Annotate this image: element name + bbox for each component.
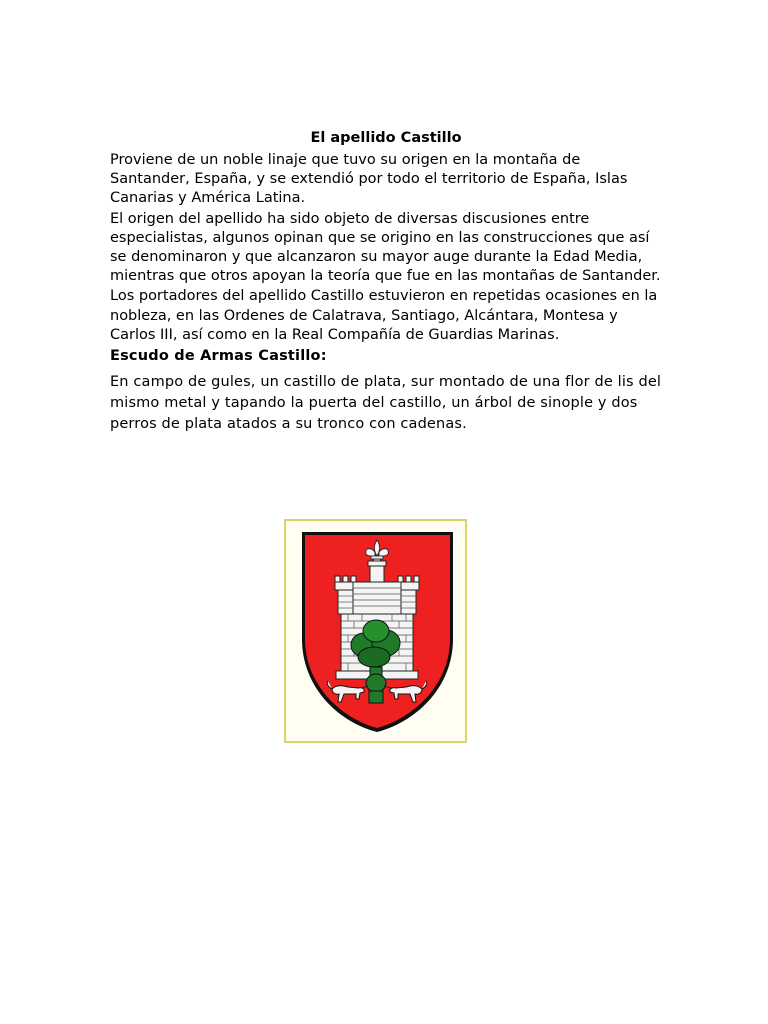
coat-of-arms-figure [284, 519, 467, 743]
page-title: El apellido Castillo [310, 130, 462, 146]
paragraph-origin: Proviene de un noble linaje que tuvo su origen en la montaña de Santander, España, y se extendió por todo el territorio de España, Islas Canarias y América Latina. [110, 152, 628, 207]
coat-heading: Escudo de Armas Castillo: [110, 348, 327, 365]
coat-description: En campo de gules, un castillo de plata, sur montado de una flor de lis del mismo metal y tapando la puerta del castillo, un árbol de sinople y dos perros de plata atados a su tronco con cadenas. [110, 374, 662, 432]
coat-of-arms-image [286, 521, 465, 741]
paragraph-nobility: Los portadores del apellido Castillo estuvieron en repetidas ocasiones en la nobleza, en las Ordenes de Calatrava, Santiago, Alcántara, Montesa y Carlos III, así como en la Real Compañía de Guardias Marinas. [110, 288, 658, 343]
paragraph-discussion: El origen del apellido ha sido objeto de diversas discusiones entre especialistas, algunos opinan que se origino en las construcciones que así se denominaron y que alcanzaron su mayor auge durante la Edad Media, mientras que otros apoyan la teoría que fue en las montañas de Santander. [110, 210, 661, 285]
document-content [110, 128, 662, 434]
